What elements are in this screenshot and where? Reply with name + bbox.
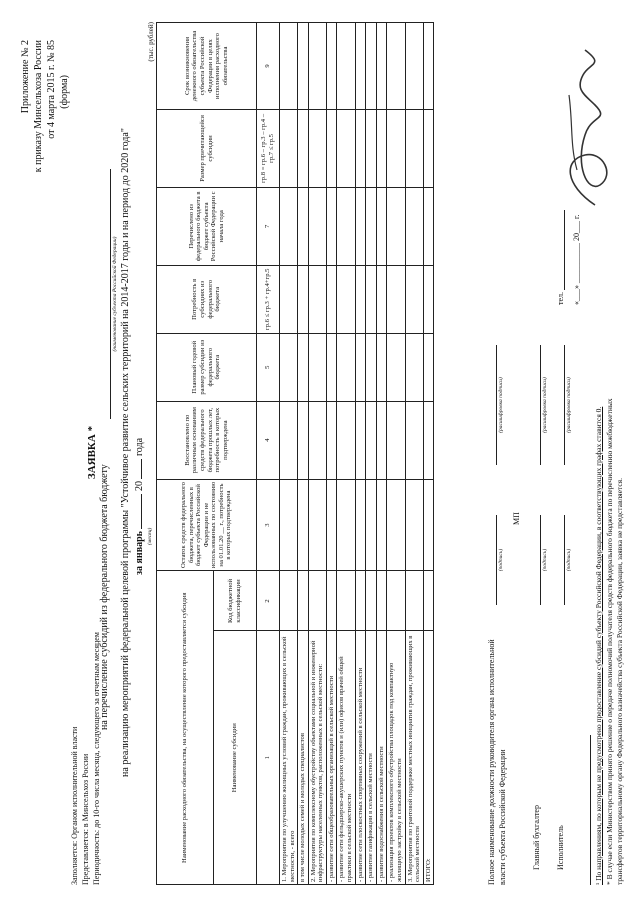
region-caption: (наименование субъекта Российской Федерации) (112, 236, 118, 352)
annex-label: Приложение № 2 (20, 40, 31, 114)
accountant-label: Главный бухгалтер (532, 805, 541, 870)
stamp-label: МП (512, 512, 521, 525)
table-row: 3. Мероприятия по грантовой поддержке местных инициатив граждан, проживающих в сельской местности (405, 631, 423, 885)
executor-decode-line (564, 345, 565, 465)
table-row: 2. Мероприятия по комплексному обустройству объектами социальной и инженерной инфраструктуры населенных пунктов, расположенных в сельской местности: (308, 631, 326, 885)
table-row: 1. Мероприятия по улучшению жилищных условий граждан, проживающих в сельской местности, - всего (280, 631, 298, 885)
table-row-total: ИТОГО: (423, 631, 434, 885)
accountant-sign-caption: (подпись) (542, 548, 548, 572)
date-field: «___» __________ 20___ г. (572, 214, 581, 305)
title-line-1: на перечисление субсидий из федерального бюджета бюджету (99, 464, 110, 730)
head-decode-line (496, 345, 497, 465)
region-underline (110, 169, 111, 419)
header-deadline: Срок возникновения денежного обязательства субъекта Российской Федерации в целях исполнения расходного обязательства (157, 23, 257, 110)
head-title-2: власти субъекта Российской Федерации (498, 749, 507, 885)
header-due: Размер причитающейся субсидии (157, 109, 257, 187)
col-number: 2 (257, 571, 280, 631)
formula-6: гр.6 ≤ гр.3 + гр.4+гр.5 (264, 268, 272, 330)
phone-label: тел. (556, 291, 565, 305)
header-transferred: Перечислено из федерального бюджета в бюджет субъекта Российской Федерации с начала года (157, 187, 257, 265)
table-row: - реализация проектов комплексного обустройства площадок под компактную жилищную застройку в сельской местности (387, 631, 405, 885)
footnote-separator (590, 735, 591, 885)
periodicity: Периодичность: до 10-го числа месяца, следующего за отчетным месяцем (92, 632, 101, 885)
title-line-2: на реализацию мероприятий федеральной целевой программы "Устойчивое развитие сельских территорий на 2014-2017 годы и на период до 2020 года" (120, 128, 131, 777)
header-planned: Плановый годовой размер субсидии из федерального бюджета (157, 333, 257, 401)
head-sign-line (496, 515, 497, 605)
executor-decode-caption: (расшифровка подписи) (566, 377, 572, 433)
executor-sign-line (564, 515, 565, 605)
col-number: 5 (257, 333, 280, 401)
footnote-1: ¹ По направлениям, по которым не предусмотрено предоставление субсидий субъекту Российской Федерации, в соответствующих графах ставится 0. (594, 406, 603, 885)
executor-label: Исполнитель (556, 825, 565, 870)
period-month: за январь (134, 531, 145, 575)
title-period (134, 438, 145, 575)
col-number (257, 265, 280, 333)
header-budget-code: Код бюджетной классификации (214, 571, 257, 631)
accountant-decode-caption: (расшифровка подписи) (542, 377, 548, 433)
col-number: 1 (257, 631, 280, 885)
head-title-1: Полное наименование должности руководителя органа исполнительной (487, 639, 496, 885)
accountant-sign-line (540, 515, 541, 605)
table-row: - развитие сети общеобразовательных организаций в сельской местности (326, 631, 337, 885)
table-row: в том числе молодых семей и молодых специалистов (298, 631, 309, 885)
form-title: ЗАЯВКА * (86, 425, 98, 480)
executor-sign-caption: (подпись) (566, 548, 572, 572)
footnote-3: трансфертов территориальному органу Федерального казначейства субъекта Российской Федерации, заявка не представляется. (615, 478, 624, 885)
month-caption: (месяц) (147, 527, 153, 545)
table-row: - развитие водоснабжения в сельской местности (376, 631, 387, 885)
units-label: (тыс. рублей) (147, 22, 155, 62)
period-year: 20 (134, 481, 145, 492)
table-row: - развитие сети плоскостных спортивных сооружений в сельской местности (355, 631, 366, 885)
head-decode-caption: (расшифровка подписи) (498, 377, 504, 433)
header-obligation: Наименование расходного обязательства, на осуществление которого предоставляется субсидия (157, 571, 214, 885)
form-label: (форма) (59, 75, 70, 109)
col-number: 9 (257, 23, 280, 110)
header-need: Потребность в субсидиях из федерального бюджета (157, 265, 257, 333)
subsidy-table (156, 22, 434, 885)
head-sign-caption: (подпись) (498, 548, 504, 572)
submitted-to: Представляется: в Минсельхоз России (81, 753, 90, 885)
header-balance: Остаток средств федерального бюджета, перечисленных в бюджет субъекта Российской Федерации и не использованных по состоянию на 01.01.20 __ г., потребность в которых подтверждена (157, 479, 257, 571)
header-subsidy-name: Наименование субсидии (214, 631, 257, 885)
footnote-2: * В случае если Министерством принято решение о передаче полномочий получателя средств федерального бюджета по перечислению межбюджетных (605, 398, 614, 885)
header-restored: Восстановлено по различным основаниям средств федерального бюджета прошлых лет, потребность в которых подтверждена (157, 401, 257, 479)
table-row: - развитие сети фельдшерско-акушерских пунктов и (или) офисов врачей общей практики в сельской местности (337, 631, 355, 885)
phone-line (564, 210, 565, 290)
col-number: 7 (257, 187, 280, 265)
formula-8: гр.8 = гр.6 – гр.3 – гр.4 – гр.7 ≤ гр.5 (260, 113, 275, 183)
order-reference: к приказу Минсельхоза России (33, 40, 44, 173)
filled-by: Заполняется: Органом исполнительной власти (70, 726, 79, 885)
table-row: - развитие газификации в сельской местности (366, 631, 377, 885)
col-number: 4 (257, 401, 280, 479)
accountant-decode-line (540, 345, 541, 465)
period-suffix: года (134, 437, 145, 457)
order-date: от 4 марта 2015 г. № 85 (46, 40, 57, 139)
col-number: 3 (257, 479, 280, 571)
handwritten-signature (555, 35, 625, 215)
col-number (257, 109, 280, 187)
